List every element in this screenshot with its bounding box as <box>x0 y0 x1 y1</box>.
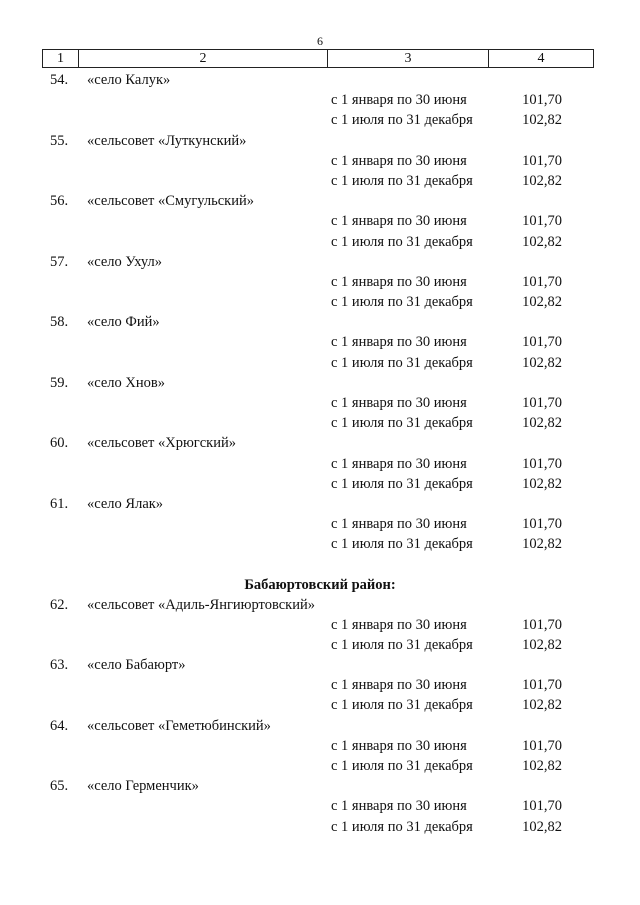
period-label: с 1 января по 30 июня <box>331 616 467 633</box>
index-value: 102,82 <box>522 475 562 492</box>
index-value: 101,70 <box>522 334 562 351</box>
list-item <box>0 494 640 514</box>
period-label: с 1 июля по 31 декабря <box>331 758 473 774</box>
item-number: 58. <box>50 314 69 331</box>
index-value: 101,70 <box>522 213 562 230</box>
period-label: с 1 января по 30 июня <box>331 677 467 694</box>
list-item <box>0 191 640 211</box>
column-header-3: 3 <box>328 50 489 68</box>
period-label: с 1 января по 30 июня <box>331 798 467 815</box>
list-item <box>0 312 640 332</box>
list-item <box>0 131 640 151</box>
period-row <box>0 353 640 373</box>
index-value: 101,70 <box>522 395 562 411</box>
item-number: 64. <box>50 717 69 734</box>
item-name: «сельсовет «Луткунский» <box>87 132 247 149</box>
item-number: 60. <box>50 435 69 452</box>
item-name: «сельсовет «Адиль-Янгиюртовский» <box>87 596 315 613</box>
section-heading: Бабаюртовский район: <box>244 576 396 593</box>
index-value: 101,70 <box>522 677 562 694</box>
period-label: с 1 июля по 31 декабря <box>331 818 473 835</box>
period-row <box>0 675 640 695</box>
index-value: 101,70 <box>522 273 562 290</box>
index-value: 102,82 <box>522 536 562 553</box>
item-number: 54. <box>50 72 69 88</box>
period-row <box>0 817 640 837</box>
index-value: 101,70 <box>522 516 562 533</box>
item-number: 62. <box>50 596 69 613</box>
item-name: «сельсовет «Смугульский» <box>87 193 254 210</box>
period-label: с 1 июля по 31 декабря <box>331 536 473 553</box>
item-number: 63. <box>50 657 69 674</box>
period-row <box>0 756 640 776</box>
column-header-2: 2 <box>79 50 328 68</box>
period-row <box>0 534 640 554</box>
item-number: 56. <box>50 193 69 210</box>
index-value: 102,82 <box>522 636 562 653</box>
period-label: с 1 июля по 31 декабря <box>331 475 473 492</box>
list-item <box>0 716 640 736</box>
period-label: с 1 июля по 31 декабря <box>331 354 473 371</box>
list-item <box>0 252 640 272</box>
list-item <box>0 373 640 393</box>
period-row <box>0 474 640 494</box>
period-row <box>0 635 640 655</box>
period-label: с 1 января по 30 июня <box>331 92 467 109</box>
item-name: «сельсовет «Геметюбинский» <box>87 717 271 734</box>
item-number: 61. <box>50 495 69 512</box>
item-name: «село Фий» <box>87 314 160 331</box>
period-row <box>0 211 640 231</box>
period-row <box>0 151 640 171</box>
item-name: «сельсовет «Хрюгский» <box>87 435 236 452</box>
item-name: «село Калук» <box>87 72 171 88</box>
index-value: 101,70 <box>522 616 562 633</box>
index-value: 102,82 <box>522 112 562 129</box>
item-number: 55. <box>50 132 69 149</box>
item-number: 57. <box>50 253 69 270</box>
period-row <box>0 695 640 715</box>
item-name: «село Ухул» <box>87 253 163 270</box>
period-label: с 1 января по 30 июня <box>331 516 467 533</box>
period-row <box>0 413 640 433</box>
period-label: с 1 января по 30 июня <box>331 152 467 169</box>
period-label: с 1 января по 30 июня <box>331 395 467 411</box>
period-row <box>0 454 640 474</box>
list-item <box>0 655 640 675</box>
index-value: 102,82 <box>522 354 562 371</box>
period-label: с 1 июля по 31 декабря <box>331 636 473 653</box>
item-name: «село Бабаюрт» <box>87 657 186 674</box>
index-value: 101,70 <box>522 737 562 754</box>
item-number: 59. <box>50 374 69 391</box>
list-item <box>0 595 640 615</box>
period-label: с 1 января по 30 июня <box>331 455 467 472</box>
period-row <box>0 514 640 534</box>
index-value: 101,70 <box>522 798 562 815</box>
period-row <box>0 232 640 252</box>
index-value: 102,82 <box>522 758 562 774</box>
period-row <box>0 292 640 312</box>
index-value: 101,70 <box>522 455 562 472</box>
column-header-1: 1 <box>43 50 79 68</box>
period-label: с 1 июля по 31 декабря <box>331 172 473 189</box>
item-name: «село Хнов» <box>87 374 165 391</box>
period-row <box>0 615 640 635</box>
period-row <box>0 796 640 816</box>
index-value: 102,82 <box>522 233 562 250</box>
section-heading-row <box>0 555 640 595</box>
column-header-4: 4 <box>489 50 594 68</box>
page-number: 6 <box>317 34 323 48</box>
item-number: 65. <box>50 778 69 795</box>
period-label: с 1 января по 30 июня <box>331 737 467 754</box>
list-item <box>0 70 640 90</box>
period-row <box>0 332 640 352</box>
index-value: 102,82 <box>522 818 562 835</box>
period-label: с 1 июля по 31 декабря <box>331 294 473 311</box>
period-row <box>0 736 640 756</box>
period-label: с 1 июля по 31 декабря <box>331 112 473 129</box>
period-label: с 1 июля по 31 декабря <box>331 233 473 250</box>
index-value: 102,82 <box>522 172 562 189</box>
period-label: с 1 января по 30 июня <box>331 334 467 351</box>
tariff-list <box>0 70 640 837</box>
period-row <box>0 272 640 292</box>
index-value: 102,82 <box>522 697 562 714</box>
index-value: 101,70 <box>522 152 562 169</box>
column-header-table <box>42 49 594 68</box>
index-value: 102,82 <box>522 294 562 311</box>
period-label: с 1 января по 30 июня <box>331 273 467 290</box>
period-row <box>0 171 640 191</box>
period-label: с 1 января по 30 июня <box>331 213 467 230</box>
period-row <box>0 90 640 110</box>
item-name: «село Ялак» <box>87 495 164 512</box>
list-item <box>0 433 640 453</box>
period-row <box>0 110 640 130</box>
item-name: «село Герменчик» <box>87 778 199 795</box>
period-row <box>0 393 640 413</box>
period-label: с 1 июля по 31 декабря <box>331 697 473 714</box>
period-label: с 1 июля по 31 декабря <box>331 415 473 432</box>
list-item <box>0 776 640 796</box>
index-value: 101,70 <box>522 92 562 109</box>
index-value: 102,82 <box>522 415 562 432</box>
